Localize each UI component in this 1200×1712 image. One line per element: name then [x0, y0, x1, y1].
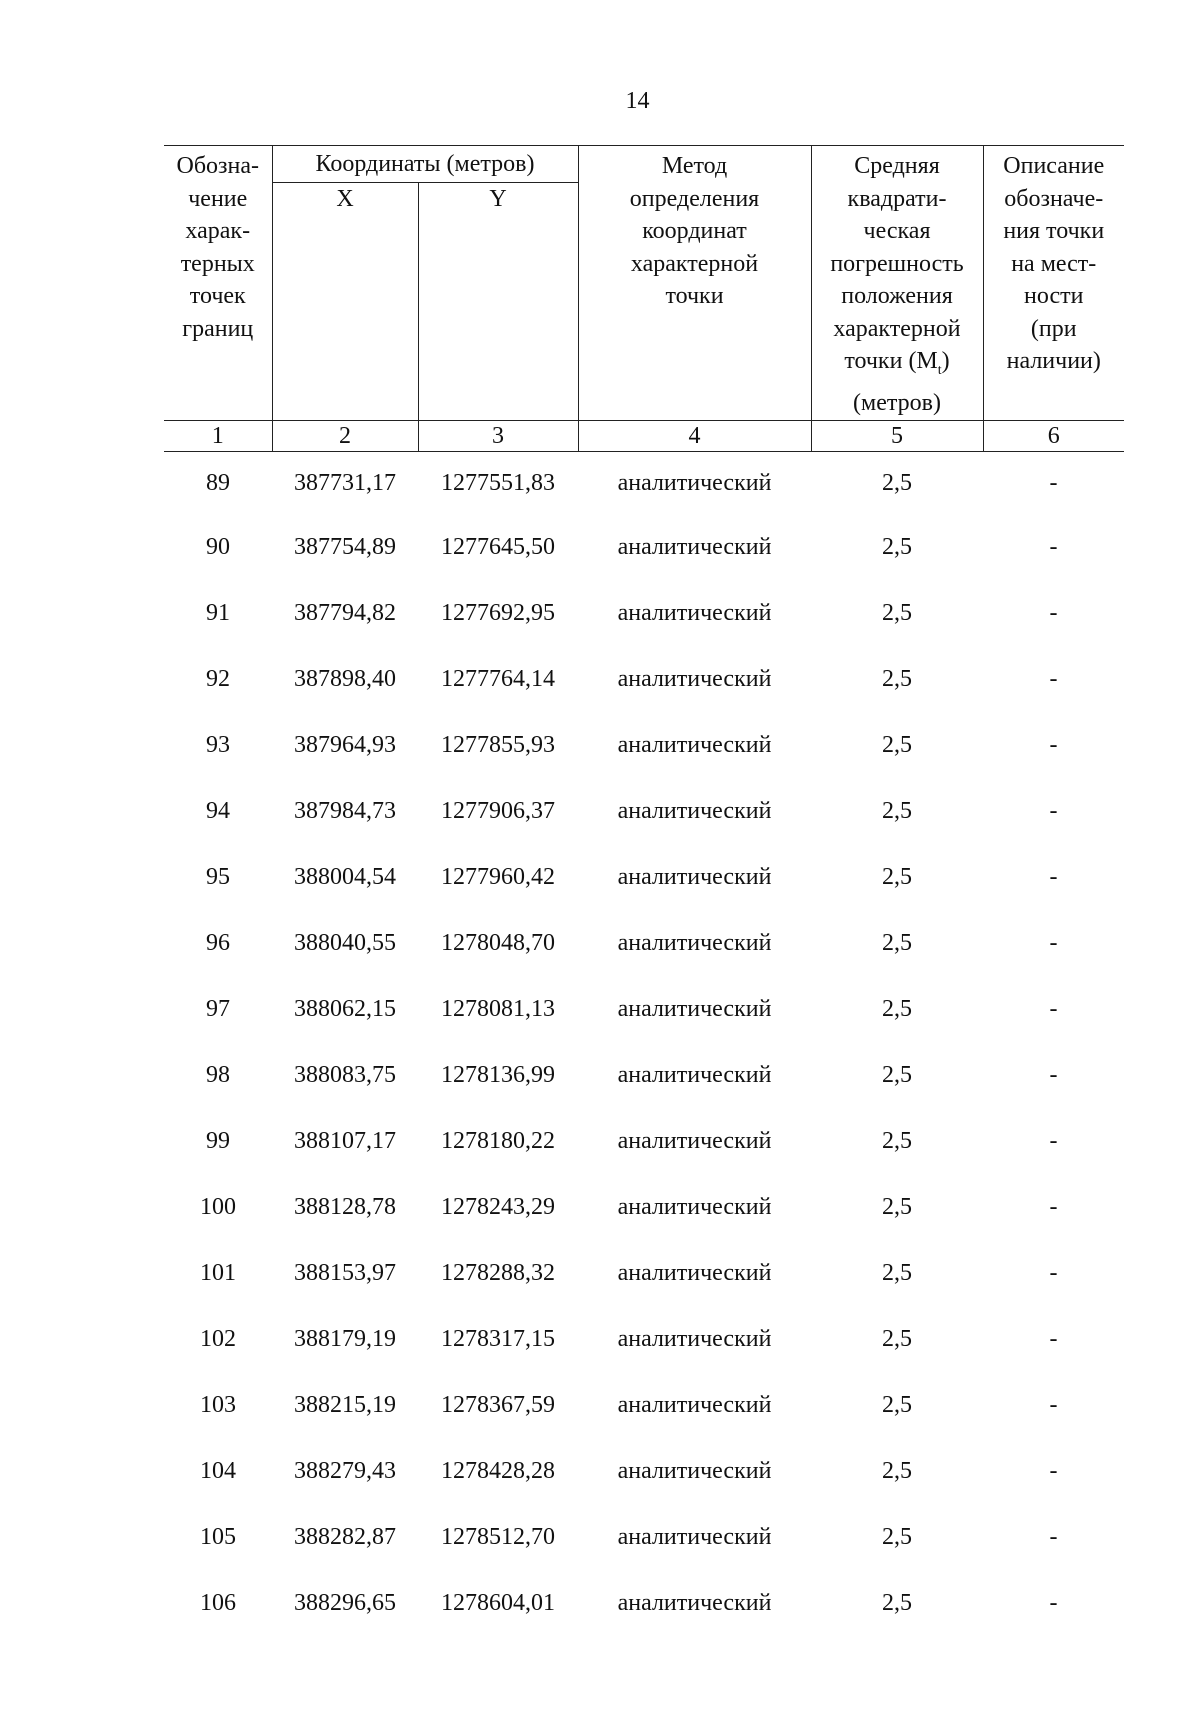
header-mean-square-error [811, 146, 983, 421]
cell-y: 1277551,83 [441, 469, 555, 496]
column-number-row [164, 420, 1124, 451]
header-line: Обозна- [176, 153, 259, 179]
cell-description: - [1049, 731, 1058, 758]
page-number: 14 [625, 88, 650, 114]
mt-suffix: ) [941, 348, 950, 374]
cell-method: аналитический [617, 1589, 772, 1616]
cell-y: 1277960,42 [441, 863, 555, 890]
header-line: терных [180, 250, 255, 277]
cell-point-number: 105 [200, 1523, 236, 1550]
cell-x: 388279,43 [294, 1457, 396, 1484]
cell-x: 388040,55 [294, 929, 396, 956]
cell-point-number: 89 [206, 469, 230, 496]
cell-x: 388107,17 [294, 1127, 396, 1154]
mt-subscript: t [937, 362, 942, 378]
cell-error: 2,5 [882, 731, 912, 758]
header-line: точек [189, 283, 246, 309]
header-line: обозначе- [1004, 185, 1104, 212]
cell-point-number: 95 [206, 863, 230, 890]
cell-point-number: 103 [200, 1391, 236, 1418]
cell-x: 387898,40 [294, 665, 396, 692]
header-line: квадрати- [847, 185, 947, 212]
cell-x: 387731,17 [294, 469, 396, 496]
header-line: ческая [863, 218, 931, 244]
table-row [164, 646, 1124, 712]
cell-description: - [1049, 863, 1058, 890]
cell-y: 1277855,93 [441, 731, 555, 758]
header-line: наличии) [1006, 348, 1101, 374]
cell-x: 387794,82 [294, 599, 396, 626]
cell-x: 387964,93 [294, 731, 396, 758]
cell-method: аналитический [617, 1325, 772, 1352]
cell-description: - [1049, 1061, 1058, 1088]
cell-x: 388128,78 [294, 1193, 396, 1220]
cell-error: 2,5 [882, 599, 912, 626]
cell-y: 1278428,28 [441, 1457, 555, 1484]
header-line: координат [642, 218, 747, 244]
cell-x: 388179,19 [294, 1325, 396, 1352]
cell-x: 388296,65 [294, 1589, 396, 1616]
cell-error: 2,5 [882, 1061, 912, 1088]
table-row [164, 844, 1124, 910]
cell-error: 2,5 [882, 929, 912, 956]
cell-description: - [1049, 1457, 1058, 1484]
table-row [164, 514, 1124, 580]
cell-error: 2,5 [882, 863, 912, 890]
cell-point-number: 91 [206, 599, 230, 626]
cell-description: - [1049, 1193, 1058, 1220]
header-line: погрешность [830, 250, 964, 277]
cell-description: - [1049, 1259, 1058, 1286]
cell-error: 2,5 [882, 995, 912, 1022]
cell-description: - [1049, 599, 1058, 626]
cell-y: 1277906,37 [441, 797, 555, 824]
cell-method: аналитический [617, 469, 772, 496]
table-header [164, 146, 1124, 452]
header-line-mt [814, 345, 981, 387]
cell-x: 388062,15 [294, 995, 396, 1022]
cell-y: 1278317,15 [441, 1325, 555, 1352]
cell-method: аналитический [617, 1061, 772, 1088]
header-description [983, 146, 1124, 421]
cell-method: аналитический [617, 1457, 772, 1484]
cell-method: аналитический [617, 995, 772, 1022]
table-body [164, 451, 1124, 1636]
table-row [164, 1042, 1124, 1108]
cell-y: 1278604,01 [441, 1589, 555, 1616]
table-row [164, 1174, 1124, 1240]
cell-y: 1277764,14 [441, 665, 555, 692]
cell-y: 1278288,32 [441, 1259, 555, 1286]
cell-method: аналитический [617, 533, 772, 560]
header-line: (при [1030, 315, 1077, 342]
cell-method: аналитический [617, 1523, 772, 1550]
header-line: ности [1024, 283, 1084, 309]
cell-x: 388153,97 [294, 1259, 396, 1286]
header-line: характерной [630, 250, 759, 277]
table-row [164, 1240, 1124, 1306]
cell-point-number: 102 [200, 1325, 236, 1352]
header-line: определения [629, 185, 760, 212]
header-x: X [272, 183, 418, 421]
table-row [164, 1306, 1124, 1372]
cell-method: аналитический [617, 665, 772, 692]
header-coordinates-group: Координаты (метров) [272, 146, 578, 183]
cell-point-number: 100 [200, 1193, 236, 1220]
table-row [164, 1504, 1124, 1570]
header-y: Y [418, 183, 578, 421]
header-line: (метров) [853, 390, 941, 417]
table-row [164, 1108, 1124, 1174]
cell-error: 2,5 [882, 1457, 912, 1484]
cell-point-number: 98 [206, 1061, 230, 1088]
header-line: Средняя [854, 153, 940, 179]
cell-description: - [1049, 1127, 1058, 1154]
header-line: точки [665, 283, 724, 309]
cell-description: - [1049, 1589, 1058, 1616]
cell-y: 1278243,29 [441, 1193, 555, 1220]
cell-method: аналитический [617, 599, 772, 626]
table-row [164, 1372, 1124, 1438]
cell-x: 388004,54 [294, 863, 396, 890]
table-row [164, 712, 1124, 778]
cell-error: 2,5 [882, 1193, 912, 1220]
table-row [164, 1438, 1124, 1504]
cell-method: аналитический [617, 731, 772, 758]
cell-point-number: 97 [206, 995, 230, 1022]
cell-y: 1277692,95 [441, 599, 555, 626]
column-number: 6 [983, 420, 1124, 451]
cell-x: 387754,89 [294, 533, 396, 560]
header-method [578, 146, 811, 421]
column-number: 5 [811, 420, 983, 451]
cell-error: 2,5 [882, 665, 912, 692]
table-row [164, 910, 1124, 976]
cell-y: 1278512,70 [441, 1523, 555, 1550]
table-row [164, 580, 1124, 646]
cell-x: 388282,87 [294, 1523, 396, 1550]
mt-prefix: точки (M [844, 348, 938, 374]
header-point-designation [164, 146, 272, 421]
cell-error: 2,5 [882, 1523, 912, 1550]
column-number: 1 [164, 420, 272, 451]
cell-y: 1278367,59 [441, 1391, 555, 1418]
cell-method: аналитический [617, 1193, 772, 1220]
cell-point-number: 104 [200, 1457, 236, 1484]
cell-point-number: 101 [200, 1259, 236, 1286]
cell-point-number: 90 [206, 533, 230, 560]
column-number: 4 [578, 420, 811, 451]
cell-error: 2,5 [882, 797, 912, 824]
cell-error: 2,5 [882, 1127, 912, 1154]
column-number: 2 [272, 420, 418, 451]
cell-y: 1278048,70 [441, 929, 555, 956]
cell-x: 387984,73 [294, 797, 396, 824]
cell-method: аналитический [617, 1391, 772, 1418]
cell-error: 2,5 [882, 1259, 912, 1286]
header-line: чение [188, 185, 248, 212]
header-line: на мест- [1011, 250, 1097, 277]
cell-x: 388215,19 [294, 1391, 396, 1418]
column-number: 3 [418, 420, 578, 451]
cell-error: 2,5 [882, 1325, 912, 1352]
cell-point-number: 99 [206, 1127, 230, 1154]
cell-y: 1277645,50 [441, 533, 555, 560]
cell-method: аналитический [617, 863, 772, 890]
header-line: положения [841, 283, 953, 309]
cell-method: аналитический [617, 929, 772, 956]
table-row [164, 451, 1124, 514]
cell-error: 2,5 [882, 1391, 912, 1418]
cell-description: - [1049, 929, 1058, 956]
coordinates-table [164, 145, 1124, 1636]
cell-description: - [1049, 1325, 1058, 1352]
cell-description: - [1049, 469, 1058, 496]
cell-y: 1278081,13 [441, 995, 555, 1022]
header-line: Метод [661, 153, 728, 179]
cell-description: - [1049, 797, 1058, 824]
table-row [164, 1570, 1124, 1636]
cell-point-number: 93 [206, 731, 230, 758]
cell-method: аналитический [617, 797, 772, 824]
cell-description: - [1049, 1523, 1058, 1550]
cell-description: - [1049, 533, 1058, 560]
cell-y: 1278180,22 [441, 1127, 555, 1154]
cell-point-number: 96 [206, 929, 230, 956]
cell-error: 2,5 [882, 533, 912, 560]
cell-y: 1278136,99 [441, 1061, 555, 1088]
header-line: харак- [185, 218, 251, 244]
cell-x: 388083,75 [294, 1061, 396, 1088]
header-line: ния точки [1003, 218, 1105, 244]
cell-point-number: 94 [206, 797, 230, 824]
cell-method: аналитический [617, 1127, 772, 1154]
cell-description: - [1049, 995, 1058, 1022]
header-line: характерной [833, 315, 961, 342]
cell-description: - [1049, 665, 1058, 692]
cell-error: 2,5 [882, 1589, 912, 1616]
cell-method: аналитический [617, 1259, 772, 1286]
table-row [164, 778, 1124, 844]
cell-error: 2,5 [882, 469, 912, 496]
cell-point-number: 106 [200, 1589, 236, 1616]
cell-point-number: 92 [206, 665, 230, 692]
table-row [164, 976, 1124, 1042]
cell-description: - [1049, 1391, 1058, 1418]
header-line: границ [182, 315, 254, 342]
header-line: Описание [1003, 153, 1105, 179]
